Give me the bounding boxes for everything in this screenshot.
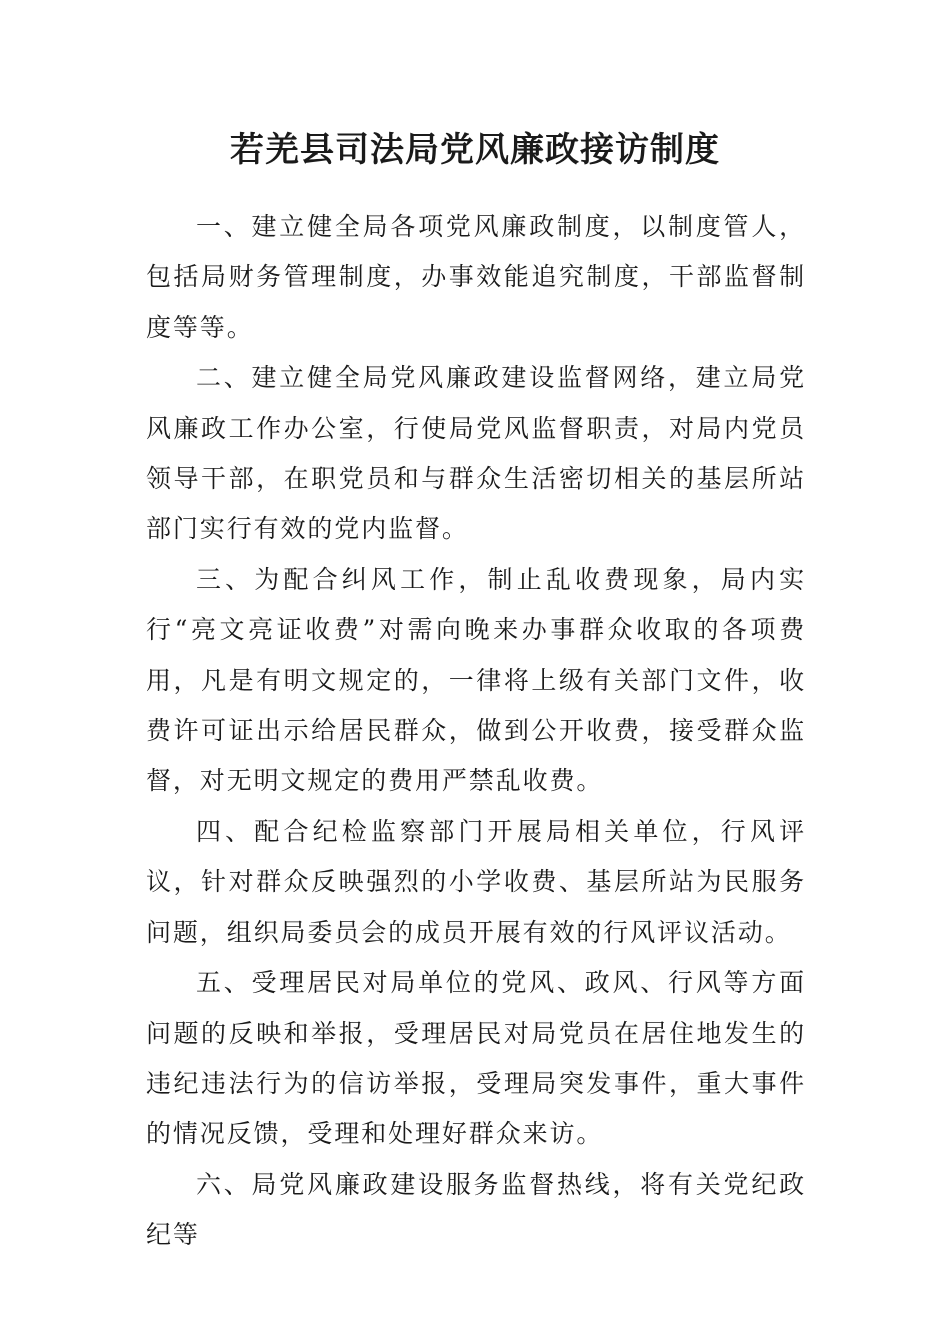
document-body [146, 202, 806, 1261]
paragraph-2: 二、建立健全局党风廉政建设监督网络，建立局党风廉政工作办公室，行使局党风监督职责，对局内党员领导干部，在职党员和与群众生活密切相关的基层所站部门实行有效的党内监督。 [146, 363, 806, 544]
paragraph-1: 一、建立健全局各项党风廉政制度，以制度管人，包括局财务管理制度，办事效能追究制度，干部监督制度等等。 [146, 212, 806, 342]
paragraph-3: 三、为配合纠风工作，制止乱收费现象，局内实行“亮文亮证收费”对需向晚来办事群众收取的各项费用，凡是有明文规定的，一律将上级有关部门文件，收费许可证出示给居民群众，做到公开收费，接受群众监督，对无明文规定的费用严禁乱收费。 [146, 564, 806, 796]
paragraph-4: 四、配合纪检监察部门开展局相关单位，行风评议，针对群众反映强烈的小学收费、基层所站为民服务问题，组织局委员会的成员开展有效的行风评议活动。 [146, 816, 806, 947]
paragraph-6: 六、局党风廉政建设服务监督热线，将有关党纪政纪等 [146, 1169, 806, 1250]
paragraph-5: 五、受理居民对局单位的党风、政风、行风等方面问题的反映和举报，受理居民对局党员在居住地发生的违纪违法行为的信访举报，受理局突发事件，重大事件的情况反馈，受理和处理好群众来访。 [146, 968, 806, 1149]
document-title: 若羌县司法局党风廉政接访制度 [230, 130, 720, 170]
